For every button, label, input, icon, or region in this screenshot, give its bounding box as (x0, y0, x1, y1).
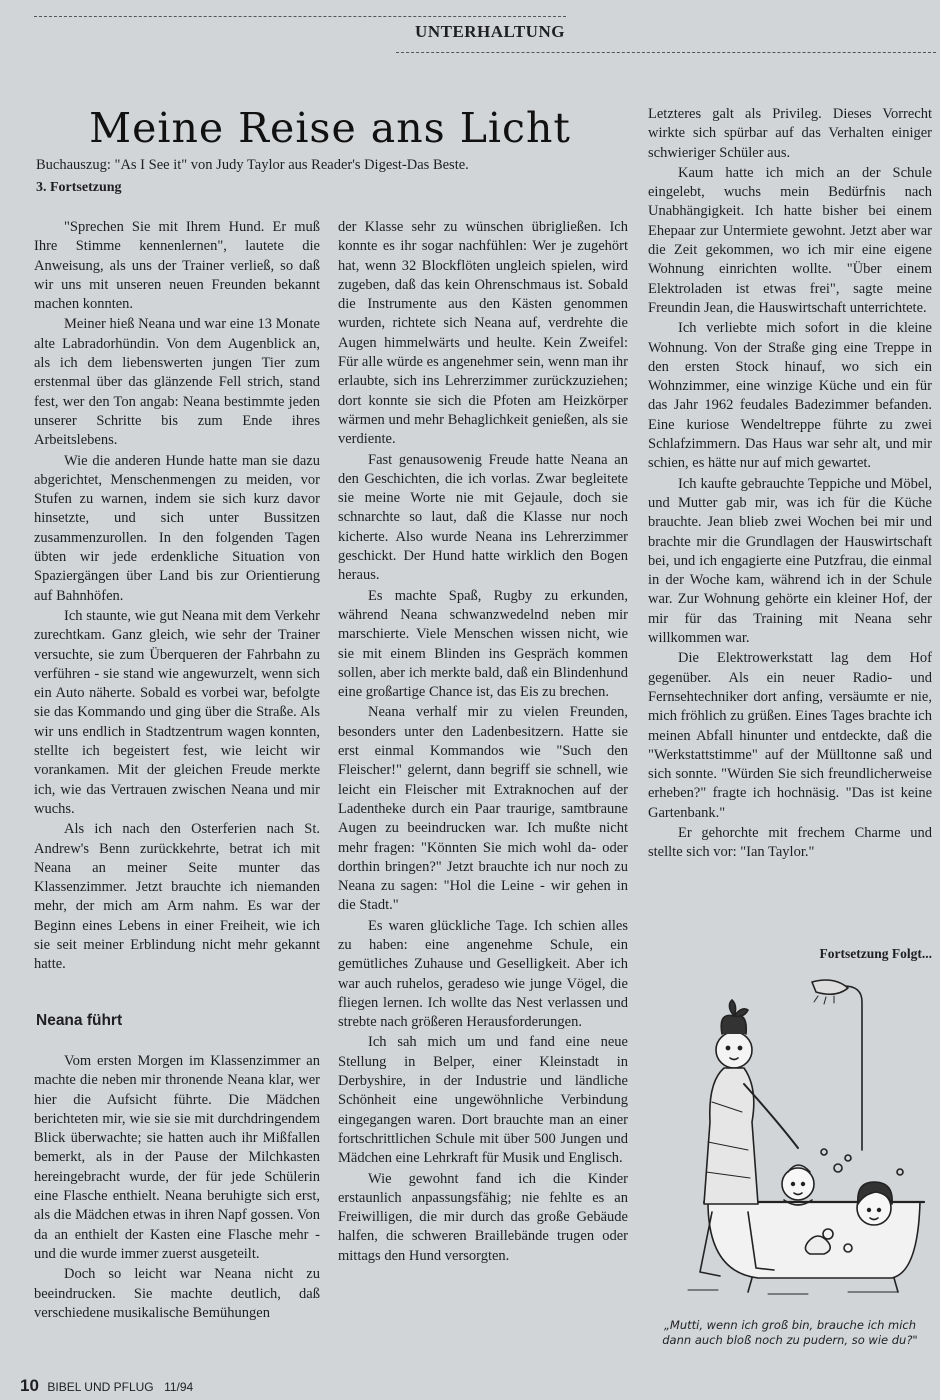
paragraph: Wie die anderen Hunde hatte man sie dazu abgerichtet, Menschenmengen zu meiden, vor Stufen zu warnen, indem sie sich kurz davor hinsetzte, und sich unter Bussitzen zusammenzurollen. In den folgenden Tagen übten wir jede erdenkliche Situation von Spaziergängen über Land bis zur Orientierung auf Bahnhöfen. (34, 452, 320, 604)
cartoon-illustration (648, 972, 932, 1302)
paragraph: "Sprechen Sie mit Ihrem Hund. Er muß Ihre Stimme kennenlernen", lautete die Anweisung, als uns der Trainer verließ, so daß wir uns mit unseren neuen Freunden bekannt machen konnten. (34, 219, 320, 313)
paragraph: Es waren glückliche Tage. Ich schien alles zu haben: eine angenehme Schule, ein gemütliches Zuhause und Geselligkeit. Aber ich war auch ruhelos, geradeso wie junge Vögel, die fliegen lernen. Ich wollte das Nest verlassen und strebte nach größeren Herausforderungen. (338, 917, 628, 1031)
column-1-lower (34, 1052, 320, 1324)
paragraph: Neana verhalf mir zu vielen Freunden, besonders unter den Ladenbesitzern. Hatte sie erst einmal Kommandos wie "Such den Fleischer!" gelernt, dann begriff sie schnell, wie leicht ein Fleischer mit Extraknochen auf der Ladentheke durch ein Paar traurige, samtbraune Augen zu beeindrucken war. Ich mußte nicht mehr fragen: "Könnten Sie mich wohl da- oder dorthin bringen?" Jetzt brauchte ich nur noch zu Neana zu sagen: "Hol die Leine - wir gehen in die Stadt." (338, 704, 628, 914)
paragraph: Letzteres galt als Privileg. Dieses Vorrecht wirkte sich spürbar auf das Verhalten einiger schwieriger Schüler aus. (648, 106, 932, 161)
mother-body (704, 1068, 758, 1204)
mother-head (716, 1032, 752, 1068)
paragraph: Als ich nach den Osterferien nach St. Andrew's Benn zurückkehrte, betrat ich mit Neana an meiner Seite munter das Klassenzimmer. Jetzt brauchte ich niemanden mehr, der mich am Arm nahm. Es war der Beginn eines Lebens in einer Freiheit, wie ich sie seit meiner Erblindung nicht mehr gekannt hatte. (34, 821, 320, 973)
column-1 (34, 218, 320, 976)
paragraph: Die Elektrowerkstatt lag dem Hof gegenüber. Als ein neuer Radio- und Fernsehtechniker dort anfing, versäumte er nie, mich fröhlich zu grüßen. Eines Tages brachte ich meinen Abfall hinunter und entdeckte, daß die "Werkstattstimme" auf der Mülltonne saß und sich sonnte. "Würden Sie sich freundlicherweise erheben?" fragte ich hochnäsig. "Das ist keine Gartenbank." (648, 650, 932, 821)
page-number: 10 (20, 1376, 39, 1395)
paragraph: Doch so leicht war Neana nicht zu beeindrucken. Sie machte deutlich, daß verschiedene musikalische Bemühungen (34, 1266, 320, 1321)
paragraph: Er gehorchte mit frechem Charme und stellte sich vor: "Ian Taylor." (648, 824, 932, 861)
paragraph: Vom ersten Morgen im Klassenzimmer an machte die neben mir thronende Neana klar, wer hier die Aufsicht führte. Die Mädchen berichteten mir, wie sie sie mit durchdringendem Blick überwachte; sie hatten auch ihr Mißfallen bemerkt, als in der Pause der Milchkasten hereingebracht wurde, der für jede Schülerin eine Flasche enthielt. Neana beruhigte sich erst, als die Mädchen etwas in ihren Napf gossen. Von da an enthielt der Kasten eine Flasche mehr - und die wurde immer zuerst ausgeteilt. (34, 1053, 320, 1262)
paragraph: Fast genausowenig Freude hatte Neana an den Geschichten, die ich vorlas. Zwar begleitete sie meine Worte nie mit Gejaule, doch sie schnarchte so laut, daß die Klasse nur noch kicherte. Also wurde Neana ins Lehrerzimmer geschickt. Der Hund hatte wirklich den Bogen heraus. (338, 451, 628, 584)
page-footer (20, 1376, 193, 1396)
issue-number: 11/94 (164, 1380, 194, 1394)
subheading: Neana führt (36, 1012, 123, 1029)
paragraph: Wie gewohnt fand ich die Kinder erstaunlich anpassungsfähig; nie fehlte es an Freiwilligen, die mir durch das große Gebäude halfen, die schweren Braillebände trugen oder mittags den Hund versorgten. (338, 1170, 628, 1264)
paragraph: der Klasse sehr zu wünschen übrigließen. Ich konnte es ihr sogar nachfühlen: Wer je zugehört hat, wenn 32 Blockflöten ungleich spielen, wird zugeben, daß das kein Ohrenschmaus ist. Sobald die Instrumente aus den Kästen genommen wurden, richtete sich Neana auf, verdrehte die Augen himmelwärts und heulte. Kein Zweifel: Für alle würde es angenehmer sein, wenn man ihr erlaubte, sich ins Lehrerzimmer zurückzuziehen; dort konnte sie sich die Pfoten am Heizkörper wärmen und mehr Behaglichkeit genießen, als sie verdiente. (338, 219, 628, 448)
column-2 (338, 218, 628, 1267)
paragraph: Ich sah mich um und fand eine neue Stellung in Belper, einer Kleinstadt in Derbyshire, in der Industrie und ländliche Schönheit eine ungewöhnliche Verbindung eingegangen waren. Dort brauchte man an einer fortschrittlichen Schule mit über 500 Jungen und Mädchen eine Lehrkraft für Musik und Englisch. (338, 1034, 628, 1167)
paragraph: Meiner hieß Neana und war eine 13 Monate alte Labradorhündin. Von dem Augenblick an, als ich dem liebenswerten jungen Tier zum erstenmal über das glänzende Fell strich, stand fest, wer den Ton angab: Neana bestimmte jeden unserer Schritte bis zum Ende ihres Arbeitslebens. (34, 316, 320, 449)
header-rule-top (34, 16, 566, 17)
article-subtitle: Buchauszug: "As I See it" von Judy Taylor aus Reader's Digest-Das Beste. (36, 157, 469, 173)
paragraph: Ich staunte, wie gut Neana mit dem Verkehr zurechtkam. Ganz gleich, wie sehr der Trainer versuchte, sie zum Überqueren der Fahrbahn zu verführen - sie stand wie angewurzelt, wenn sich ein Auto näherte. Sobald es vorbei war, befolgte sie das Kommando und ging über die Straße. Als wir uns endlich in Stadtzentrum wagen konnten, stellte ich begeistert fest, wie leicht wir vorankamen. Mit der gleichen Freude merkte ich, wie das Vertrauen zwischen Neana und mir wuchs. (34, 607, 320, 817)
paragraph: Es machte Spaß, Rugby zu erkunden, während Neana schwanzwedelnd neben mir marschierte. Viele Menschen wissen nicht, wie sie mit einem Blinden ins Gespräch kommen sollen, aber ich merkte bald, daß ein Blindenhund eine großartige Chance ist, das Eis zu brechen. (338, 587, 628, 701)
paragraph: Ich kaufte gebrauchte Teppiche und Möbel, und Mutter gab mir, was ich für die Küche brauchte. Jean blieb zwei Wochen bei mir und brachte mir die Grundlagen der Hauswirtschaft bei, und ich engagierte eine Putzfrau, die einmal in der Woche kam, während ich in der Schule war. Zur Wohnung gehörte ein kleiner Hof, der mir für das Training mit Neana sehr willkommen war. (648, 475, 932, 647)
column-3 (648, 105, 932, 864)
magazine-name: BIBEL UND PFLUG (47, 1380, 154, 1394)
article-title: Meine Reise ans Licht (89, 104, 571, 152)
paragraph: Kaum hatte ich mich an der Schule eingelebt, wuchs mein Bedürfnis nach Unabhängigkeit. Ich hatte bisher bei einem Ehepaar zur Untermiete gewohnt. Jetzt aber war die Zeit gekommen, wo ich mir eine eigene Wohnung einrichten wollte. "Über einem Elektroladen ist etwas frei", sagte meine Freundin Jean, die Hauswirtschaft unterrichtete. (648, 164, 932, 316)
paragraph: Ich verliebte mich sofort in die kleine Wohnung. Von der Straße ging eine Treppe in den ersten Stock hinauf, wo sich ein Wohnzimmer, eine winzige Küche und ein für das Jahr 1962 feudales Badezimmer befanden. Eine kuriose Wendeltreppe führte zu zwei Schlafzimmern. Das Haus war sehr alt, und mir schien, es hätte nur auf mich gewartet. (648, 320, 932, 472)
cartoon-caption: „Mutti, wenn ich groß bin, brauche ich mich dann auch bloß noch zu pudern, so wie du?" (662, 1318, 918, 1347)
continued-note: Fortsetzung Folgt... (819, 946, 932, 961)
shower-head (812, 980, 848, 994)
installment-label: 3. Fortsetzung (36, 180, 122, 195)
section-label: UNTERHALTUNG (415, 22, 565, 41)
shower-pipe (834, 986, 862, 1150)
header-rule-bottom (396, 52, 936, 53)
